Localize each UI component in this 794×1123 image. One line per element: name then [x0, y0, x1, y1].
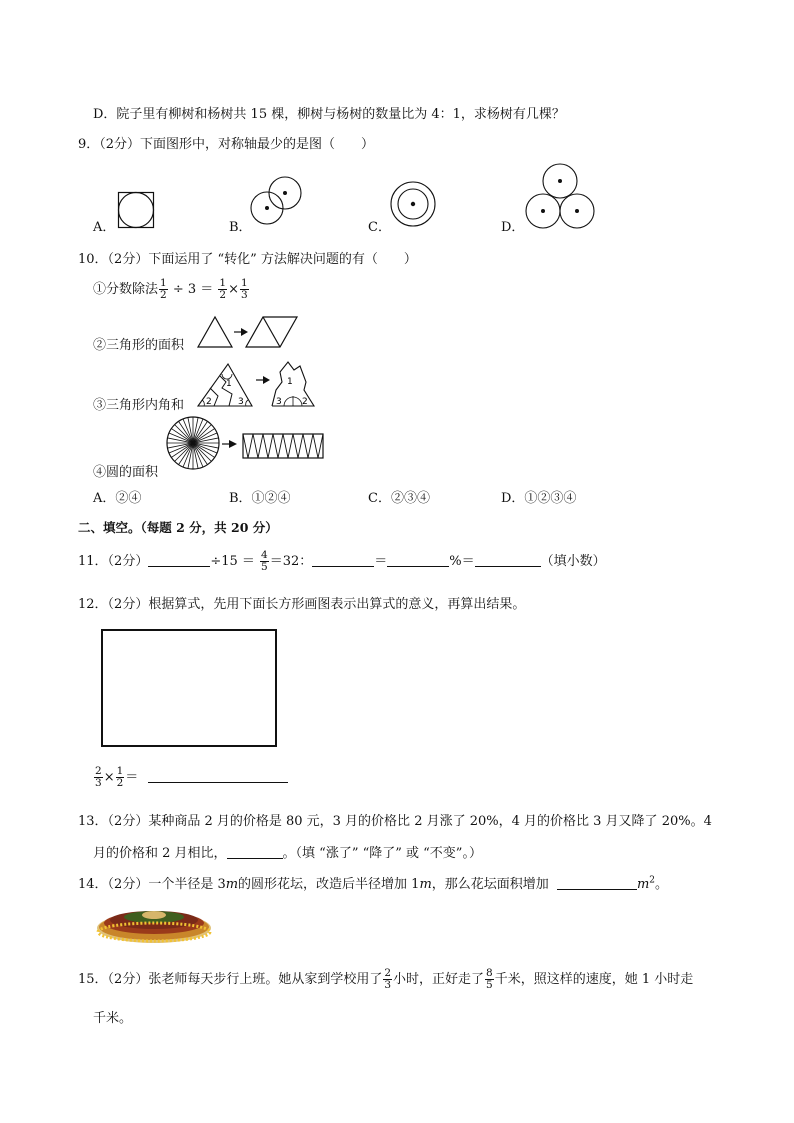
q9-option-c-label: C．	[368, 220, 391, 235]
q10-angle-sum-figure	[196, 360, 320, 410]
q13-line2a: 月的价格和 2 月相比，	[93, 846, 227, 861]
q10-option-c: C．②③④	[368, 491, 430, 506]
q10-option-d: D．①②③④	[501, 491, 577, 506]
q11-frac: $\frac{4}{5}$	[261, 549, 268, 573]
q10-option-a: A．②④	[93, 491, 142, 506]
q10-item1-label: ①分数除法	[93, 282, 159, 297]
q9-stem: 9．（2分）下面图形中，对称轴最少的是图（ ）	[78, 137, 375, 152]
q14-answer-blank[interactable]	[557, 877, 637, 890]
q12-answer-blank[interactable]	[148, 770, 288, 783]
q10-frac1: $\frac{1}{2}$	[160, 277, 167, 301]
q10-circle-to-rectangle	[166, 416, 326, 472]
q12-frac1: $\frac{2}{3}$	[95, 765, 102, 789]
q10-angle-3: 3	[238, 397, 244, 407]
q11-eq: ＝	[374, 554, 388, 569]
q10-item2-label: ②三角形的面积	[93, 338, 185, 353]
q15-p1: 15．（2分）张老师每天步行上班。她从家到学校用了	[78, 972, 383, 987]
q11-prefix: 11．（2分）	[78, 554, 149, 569]
q11-blank-3[interactable]	[387, 554, 449, 567]
q9-figure-d	[524, 162, 596, 230]
q12-frac2: $\frac{1}{2}$	[116, 765, 124, 789]
q14-unit: m	[636, 877, 650, 892]
q12-times: ×	[103, 770, 115, 785]
q10-times: ×	[228, 282, 240, 297]
q14-suffix: ，那么花坛面积增加	[431, 877, 549, 892]
q10-frac2: $\frac{1}{2}$	[219, 277, 227, 301]
q11-blank-2[interactable]	[312, 554, 374, 567]
zigzag-line	[243, 434, 323, 458]
q10-item4-label: ④圆的面积	[93, 465, 159, 480]
q11-blank-1[interactable]	[148, 554, 210, 567]
q9-option-d-label: D．	[501, 220, 525, 235]
q13-line2	[93, 842, 482, 861]
q10-angle-2: 2	[206, 397, 212, 407]
q15-p2: 小时，正好走了	[393, 972, 485, 987]
q12-eq: ＝	[125, 770, 139, 785]
q11-pct: %＝	[449, 554, 475, 569]
q15-line2: 千米。	[93, 1011, 133, 1026]
q10-angle-1: 1	[226, 379, 232, 389]
q11	[78, 548, 606, 576]
q13-answer-blank[interactable]	[227, 846, 283, 859]
section-2-title: 二、填空。（每题 2 分，共 20 分）	[78, 520, 278, 535]
q14-end: 。	[655, 877, 669, 892]
q10-item3-label: ③三角形内角和	[93, 398, 185, 413]
q15-frac1: $\frac{2}{3}$	[384, 967, 392, 991]
q15-p3: 千米，照这样的速度，她 1 小时走	[494, 972, 694, 987]
q9-figure-b	[250, 175, 306, 229]
q12-stem: 12．（2分）根据算式，先用下面长方形画图表示出算式的意义，再算出结果。	[78, 597, 526, 612]
q10-angle-1b: 1	[287, 377, 293, 387]
q11-note: （填小数）	[540, 554, 606, 569]
q14	[78, 873, 668, 892]
q12-drawing-rectangle[interactable]	[101, 629, 277, 747]
q9-figure-a	[118, 192, 154, 228]
flowerbed-photo	[96, 900, 216, 946]
q10-stem: 10．（2分）下面运用了 “转化” 方法解决问题的有（ ）	[78, 252, 417, 267]
q14-unit-m2: m	[419, 877, 432, 892]
q15-frac2: $\frac{8}{5}$	[486, 967, 493, 991]
q11-blank-4[interactable]	[475, 554, 541, 567]
q14-unit-m1: m	[225, 877, 239, 892]
q11-div15: ÷15 ＝	[210, 554, 255, 569]
q10-triangle-to-parallelogram	[196, 314, 300, 350]
q14-prefix: 14．（2分）一个半径是 3	[78, 877, 226, 892]
q9-option-b-label: B．	[229, 220, 252, 235]
q10-frac3: $\frac{1}{3}$	[241, 277, 248, 301]
q10-option-b: B．①②④	[229, 491, 291, 506]
q13-line1: 13．（2分）某种商品 2 月的价格是 80 元，3 月的价格比 2 月涨了 20%，4 月的价格比 3 月又降了 20%。4	[78, 814, 712, 829]
q8-option-d: D．院子里有柳树和杨树共 15 棵，柳树与杨树的数量比为 4：1，求杨树有几棵？	[93, 107, 565, 122]
q14-sup: 2	[649, 875, 655, 886]
q9-option-a-label: A．	[93, 220, 116, 235]
q9-figure-c	[390, 181, 436, 227]
q10-angle-3b: 3	[276, 397, 282, 407]
q14-mid: 的圆形花坛，改造后半径增加 1	[238, 877, 420, 892]
q10-angle-2b: 2	[302, 397, 308, 407]
q11-eq32: ＝32：	[269, 554, 313, 569]
q13-line2b: 。（填 “涨了” “降了” 或 “不变”。）	[282, 846, 482, 861]
q10-divide: ÷ 3 ＝	[172, 282, 214, 297]
q12-expression	[93, 761, 288, 795]
q10-item1	[93, 276, 250, 304]
q15-line1	[78, 965, 693, 995]
